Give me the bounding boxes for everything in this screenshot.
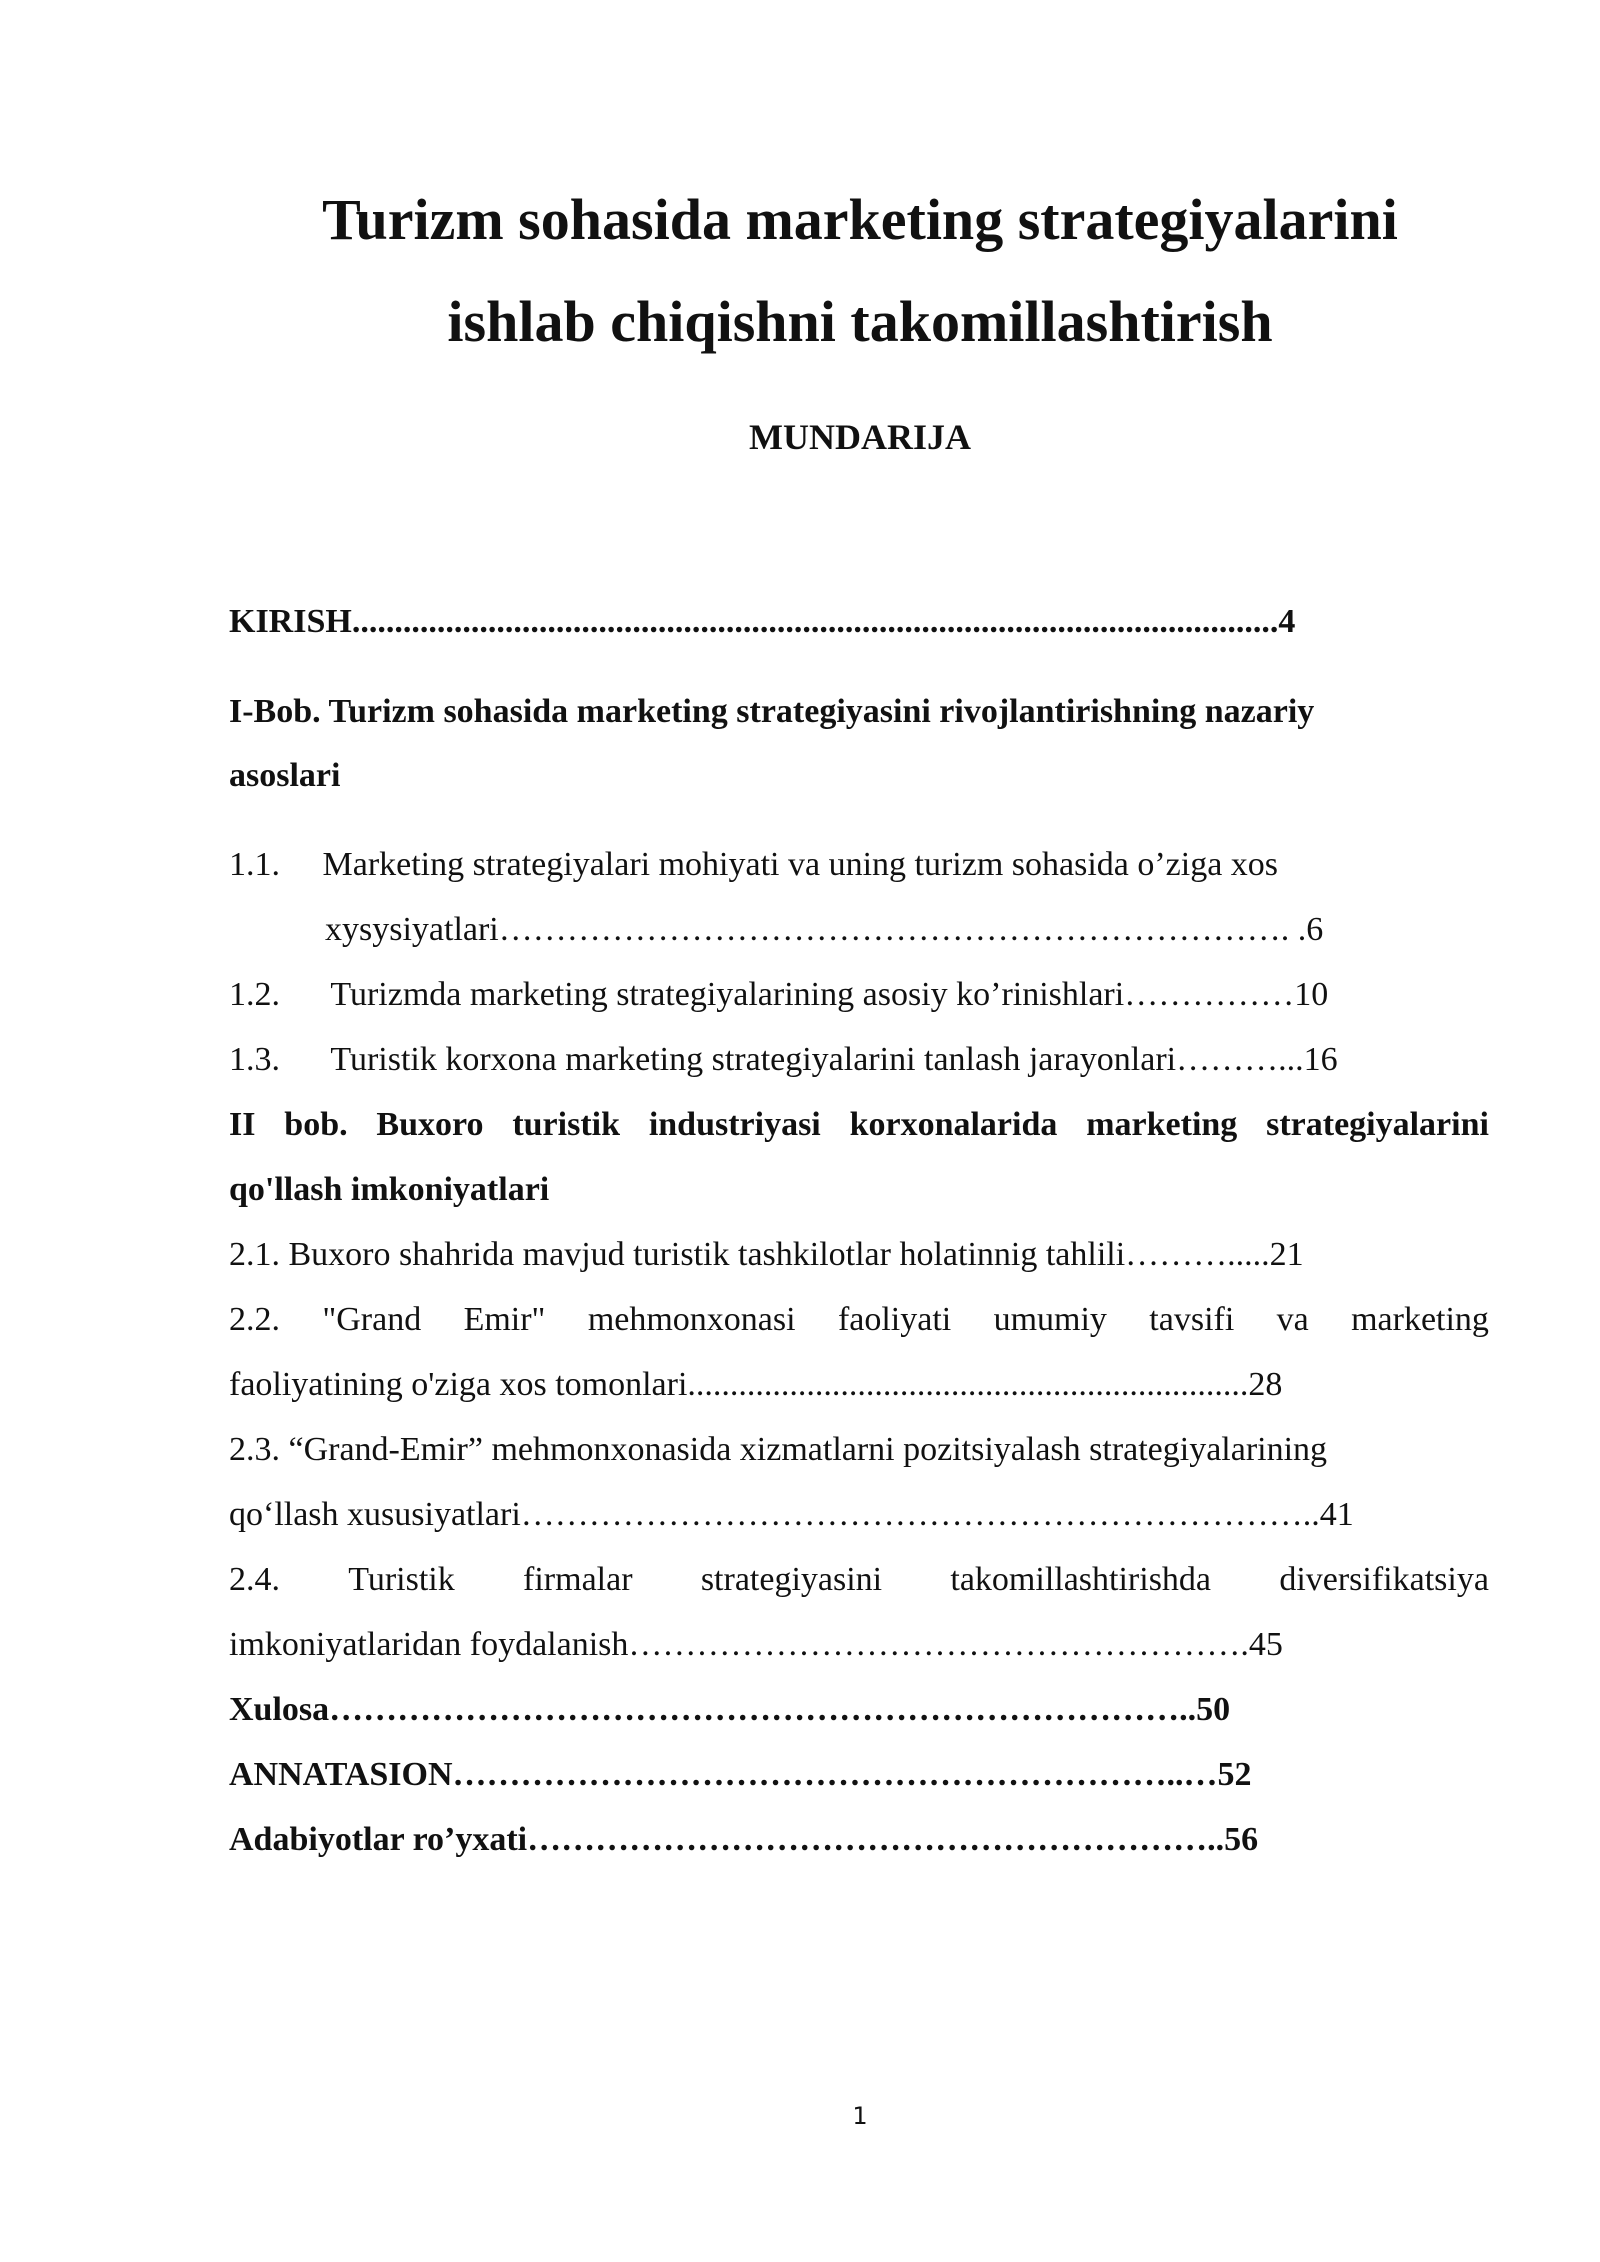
toc-word: Emir": [463, 1301, 546, 1338]
toc-word: industriyasi: [648, 1106, 821, 1143]
toc-entry-2-4-line-2: imkoniyatlaridan foydalanish……………………………………………….45: [229, 1626, 1283, 1663]
page-number: 1: [852, 2102, 868, 2130]
toc-word: diversifikatsiya: [1279, 1561, 1489, 1598]
toc-word: takomillashtirishda: [950, 1561, 1212, 1598]
toc-word: bob.: [284, 1106, 348, 1143]
toc-word: marketing: [1086, 1106, 1238, 1143]
toc-entry-1-3: 1.3. Turistik korxona marketing strategiyalarini tanlash jarayonlari………...16: [229, 1041, 1338, 1078]
toc-chapter-1-line-1: I-Bob. Turizm sohasida marketing strategiyasini rivojlantirishning nazariy: [229, 693, 1315, 730]
toc-word: faoliyati: [837, 1301, 952, 1338]
toc-entry-adabiyotlar: Adabiyotlar ro’yxati……………………………………………………..56: [229, 1821, 1259, 1858]
document-title-line-2: ishlab chiqishni takomillashtirish: [447, 289, 1273, 354]
toc-entry-2-3-line-2: qo‘llash xususiyatlari……………………………………………………………..41: [229, 1496, 1354, 1533]
toc-entry-1-2: 1.2. Turizmda marketing strategiyalarining asosiy ko’rinishlari……………10: [229, 976, 1329, 1013]
toc-entry-1-1-line-1: 1.1. Marketing strategiyalari mohiyati va uning turizm sohasida o’ziga xos: [229, 846, 1279, 883]
toc-word: umumiy: [993, 1301, 1107, 1338]
toc-entry-2-3-line-1: 2.3. “Grand-Emir” mehmonxonasida xizmatlarni pozitsiyalash strategiyalarining: [229, 1431, 1328, 1468]
toc-entry-1-1-line-2: xysysiyatlari……………………………………………………………. .6: [325, 911, 1324, 948]
toc-word: korxonalarida: [849, 1106, 1058, 1143]
toc-chapter-2-line-2: qo'llash imkoniyatlari: [229, 1171, 550, 1208]
toc-word: marketing: [1351, 1301, 1489, 1338]
toc-word: Buxoro: [376, 1106, 484, 1143]
toc-word: mehmonxonasi: [587, 1301, 796, 1338]
toc-word: "Grand: [322, 1301, 422, 1338]
toc-entry-2-1: 2.1. Buxoro shahrida mavjud turistik tashkilotlar holatinnig tahlili……….....21: [229, 1236, 1304, 1273]
document-title-line-1: Turizm sohasida marketing strategiyalarini: [322, 187, 1398, 252]
toc-word: 2.2.: [229, 1301, 280, 1338]
toc-entry-2-4-line-1: [229, 1560, 1489, 1600]
toc-entry-xulosa: Xulosa…………………………………………………………………..50: [229, 1691, 1231, 1728]
toc-word: firmalar: [523, 1561, 633, 1598]
toc-entry-kirish: KIRISH.............................................................................................................4: [229, 603, 1296, 640]
toc-word: 2.4.: [229, 1561, 280, 1598]
toc-word: turistik: [512, 1106, 620, 1143]
toc-word: va: [1276, 1301, 1309, 1338]
toc-entry-annatasion: ANNATASION………………………………………………………..…52: [229, 1756, 1252, 1793]
toc-word: tavsifi: [1149, 1301, 1235, 1338]
toc-word: strategiyalarini: [1266, 1106, 1489, 1143]
toc-word: Turistik: [348, 1561, 455, 1598]
toc-entry-2-2-line-1: [229, 1300, 1489, 1340]
toc-chapter-1-line-2: asoslari: [229, 757, 341, 794]
toc-entry-2-2-line-2: faoliyatining o'ziga xos tomonlari..................................................................28: [229, 1366, 1283, 1403]
toc-chapter-2-line-1: [229, 1105, 1489, 1145]
toc-word: strategiyasini: [700, 1561, 883, 1598]
toc-word: II: [229, 1106, 256, 1143]
toc-heading: MUNDARIJA: [749, 417, 971, 457]
